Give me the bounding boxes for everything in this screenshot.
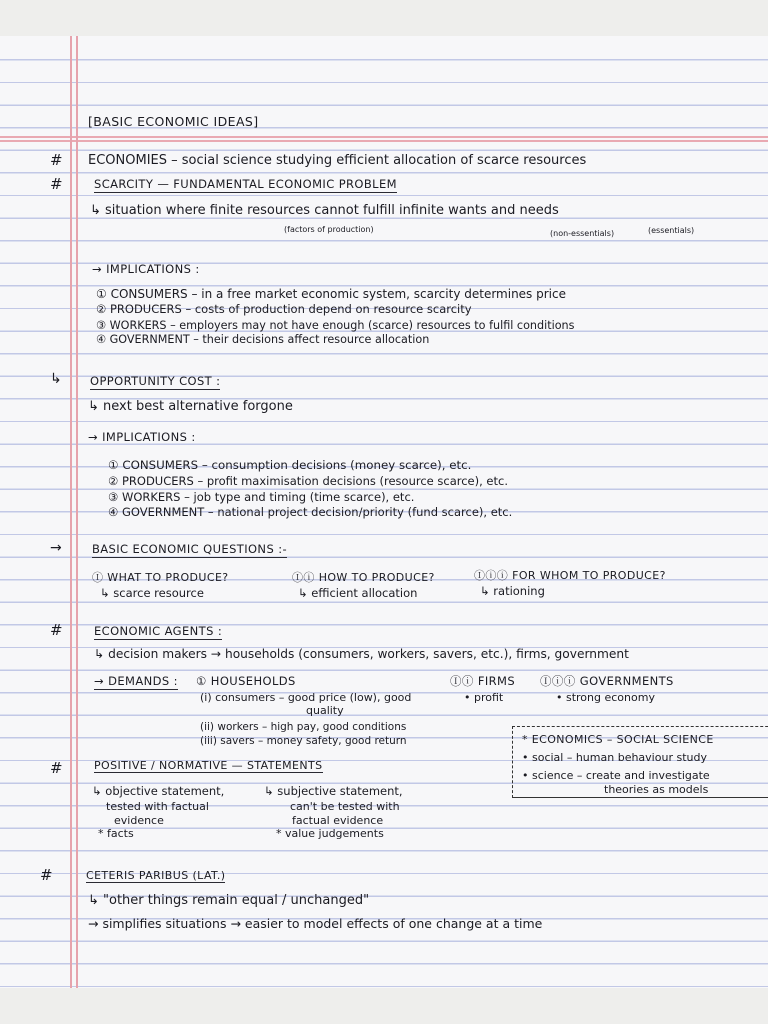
sidebox-line-3: theories as models — [604, 783, 709, 796]
header-rule-2 — [0, 140, 768, 142]
scarcity-implication-4: ④ GOVERNMENT – their decisions affect resource allocation — [96, 333, 430, 346]
question-1-note: ↳ scarce resource — [100, 586, 204, 600]
opportunity-cost-heading: OPPORTUNITY COST : — [90, 374, 221, 388]
normative-line-2: can't be tested with — [290, 800, 400, 813]
firms-item: • profit — [464, 691, 504, 704]
agents-definition: ↳ decision makers → households (consumers, workers, savers, etc.), firms, government — [94, 647, 629, 661]
question-2-note: ↳ efficient allocation — [298, 586, 418, 600]
scarcity-implication-3: ③ WORKERS – employers may not have enough (scarce) resources to fulfil conditions — [96, 319, 575, 332]
governments-item: • strong economy — [556, 691, 655, 704]
normative-line-4: * value judgements — [276, 827, 384, 840]
governments-heading: Ⓘⓘⓘ GOVERNMENTS — [540, 674, 674, 688]
scarcity-definition: ↳ situation where finite resources cannot fulfill infinite wants and needs — [90, 203, 559, 218]
sidebox-line-1: • social – human behaviour study — [522, 751, 707, 764]
positive-line-4: * facts — [98, 827, 134, 840]
notebook-page — [0, 36, 768, 988]
questions-marker: → — [50, 540, 62, 556]
sidebox-heading: * ECONOMICS – SOCIAL SCIENCE — [522, 733, 714, 746]
economies-marker: # — [50, 151, 63, 169]
question-2: Ⓘⓘ HOW TO PRODUCE? — [292, 571, 435, 584]
agents-heading: ECONOMIC AGENTS : — [94, 624, 223, 638]
question-3: Ⓘⓘⓘ FOR WHOM TO PRODUCE? — [474, 569, 666, 582]
note-needs: (essentials) — [648, 226, 695, 235]
economies-definition: ECONOMIES – social science studying efficient allocation of scarce resources — [88, 153, 587, 168]
opportunity-implication-3: ③ WORKERS – job type and timing (time scarce), etc. — [108, 490, 415, 504]
positive-line-3: evidence — [114, 814, 164, 827]
households-heading: ① HOUSEHOLDS — [196, 674, 296, 688]
scarcity-heading: SCARCITY — FUNDAMENTAL ECONOMIC PROBLEM — [94, 177, 397, 191]
opportunity-implications-heading: → IMPLICATIONS : — [88, 430, 196, 444]
margin-line-left — [70, 36, 72, 988]
margin-line-right — [76, 36, 78, 988]
opportunity-implication-2: ② PRODUCERS – profit maximisation decisions (resource scarce), etc. — [108, 474, 508, 488]
ceteris-line-1: ↳ "other things remain equal / unchanged" — [88, 893, 370, 908]
note-wants: (non-essentials) — [550, 229, 615, 238]
households-item-1: (i) consumers – good price (low), good — [200, 691, 412, 704]
question-3-note: ↳ rationing — [480, 584, 545, 598]
households-item-3: (iii) savers – money safety, good return — [200, 735, 407, 747]
opportunity-marker: ↳ — [50, 371, 62, 387]
ceteris-marker: # — [40, 866, 53, 884]
questions-heading: BASIC ECONOMIC QUESTIONS :- — [92, 542, 288, 556]
background-band — [0, 988, 768, 1024]
header-rule — [0, 136, 768, 138]
firms-heading: Ⓘⓘ FIRMS — [450, 674, 516, 688]
note-factors: (factors of production) — [284, 225, 374, 234]
households-item-1b: quality — [306, 704, 344, 717]
agents-marker: # — [50, 621, 63, 639]
positive-normative-marker: # — [50, 759, 63, 777]
positive-normative-heading: POSITIVE / NORMATIVE — STATEMENTS — [94, 759, 323, 772]
normative-line-3: factual evidence — [292, 814, 384, 827]
positive-line-1: ↳ objective statement, — [92, 784, 225, 798]
scarcity-implication-2: ② PRODUCERS – costs of production depend on resource scarcity — [96, 302, 472, 316]
opportunity-implication-4: ④ GOVERNMENT – national project decision/priority (fund scarce), etc. — [108, 505, 513, 519]
households-item-2: (ii) workers – high pay, good conditions — [200, 721, 407, 733]
question-1: Ⓘ WHAT TO PRODUCE? — [92, 571, 229, 584]
page-title: [BASIC ECONOMIC IDEAS] — [88, 114, 259, 129]
scarcity-marker: # — [50, 175, 63, 193]
opportunity-cost-definition: ↳ next best alternative forgone — [88, 399, 293, 414]
opportunity-implication-1: ① CONSUMERS – consumption decisions (money scarce), etc. — [108, 458, 472, 472]
ceteris-heading: CETERIS PARIBUS (LAT.) — [86, 869, 226, 882]
ceteris-line-2: → simplifies situations → easier to model effects of one change at a time — [88, 916, 543, 931]
demands-label: → DEMANDS : — [94, 674, 178, 688]
scarcity-implications-heading: → IMPLICATIONS : — [92, 262, 200, 276]
normative-line-1: ↳ subjective statement, — [264, 784, 403, 798]
positive-line-2: tested with factual — [106, 800, 209, 813]
sidebox-line-2: • science – create and investigate — [522, 769, 710, 782]
scarcity-implication-1: ① CONSUMERS – in a free market economic system, scarcity determines price — [96, 287, 566, 301]
